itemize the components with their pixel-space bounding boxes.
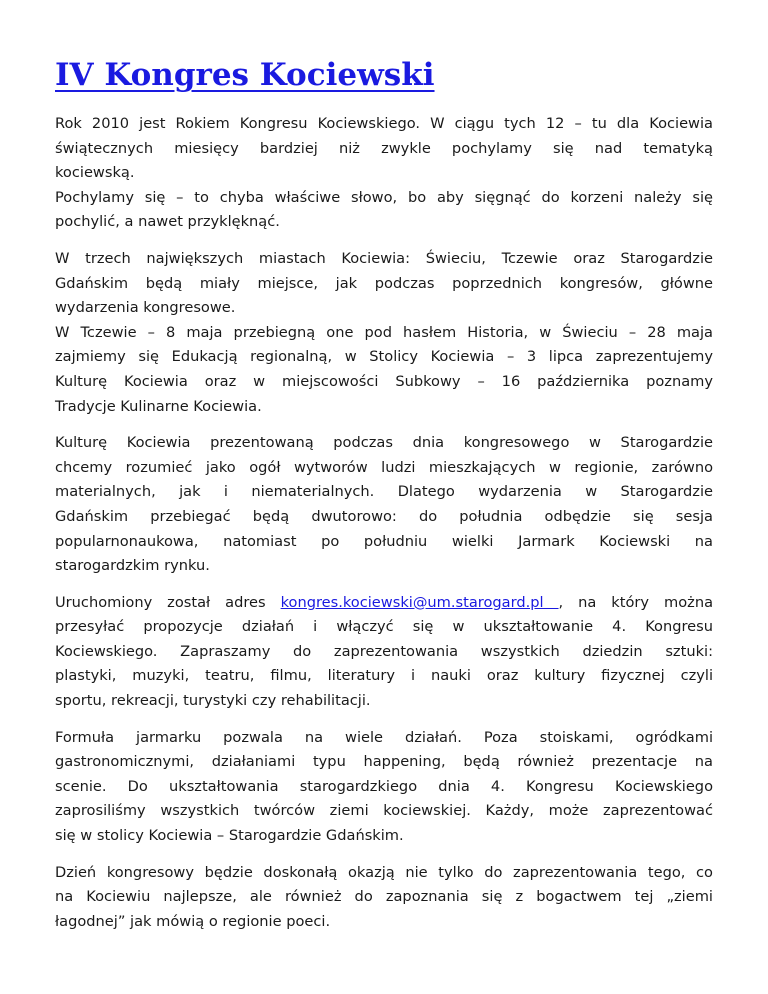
text-line: plastyki, muzyki, teatru, filmu, literatury i nauki oraz kultury fizycznej czyli (55, 667, 713, 685)
text-line: materialnych, jak i niematerialnych. Dlatego wydarzenia w Starogardzie (55, 483, 713, 501)
text-line: zaprosiliśmy wszystkich twórców ziemi kociewskiej. Każdy, może zaprezentować (55, 802, 713, 820)
text-line: pochylić, a nawet przyklęknąć. (55, 213, 280, 231)
article (55, 52, 713, 946)
text-line: popularnonaukowa, natomiast po południu wielki Jarmark Kociewski na (55, 532, 713, 550)
text-line: przesyłać propozycje działań i włączyć się w ukształtowanie 4. Kongresu (55, 618, 713, 636)
text-line: Kociewskiego. Zapraszamy do zaprezentowania wszystkich dziedzin sztuki: (55, 642, 713, 660)
text-line: Gdańskim przebiegać będą dwutorowo: do południa odbędzie się sesja (55, 507, 713, 525)
paragraph-2 (55, 247, 713, 419)
text-line: sportu, rekreacji, turystyki czy rehabilitacji. (55, 692, 371, 710)
paragraph-6 (55, 861, 713, 935)
page-title (55, 52, 713, 98)
text-line: W Tczewie – 8 maja przebiegną one pod hasłem Historia, w Świeciu – 28 maja (55, 323, 713, 341)
text-line: Formuła jarmarku pozwala na wiele działań. Poza stoiskami, ogródkami (55, 728, 713, 746)
text-line: Gdańskim będą miały miejsce, jak podczas poprzednich kongresów, główne (55, 274, 713, 292)
text-line: się w stolicy Kociewia – Starogardzie Gdańskim. (55, 827, 404, 845)
text-line: Dzień kongresowy będzie doskonałą okazją nie tylko do zaprezentowania tego, co (55, 863, 713, 881)
text-line (55, 591, 713, 616)
text-line: łagodnej” jak mówią o regionie poeci. (55, 912, 331, 930)
text-line: Pochylamy się – to chyba właściwe słowo, bo aby sięgnąć do korzeni należy się (55, 188, 713, 206)
text-line: zajmiemy się Edukacją regionalną, w Stolicy Kociewia – 3 lipca zaprezentujemy (55, 348, 713, 366)
text-line: Kulturę Kociewia prezentowaną podczas dnia kongresowego w Starogardzie (55, 434, 713, 452)
text-line: Rok 2010 jest Rokiem Kongresu Kociewskiego. W ciągu tych 12 – tu dla Kociewia (55, 115, 713, 132)
paragraph-4 (55, 591, 713, 714)
text-line: kociewską. (55, 164, 135, 182)
email-link[interactable]: kongres.kociewski@um.starogard.pl (280, 593, 559, 611)
text-line: wydarzenia kongresowe. (55, 299, 236, 317)
title-link[interactable]: IV Kongres Kociewski (55, 57, 435, 93)
paragraph-1 (55, 112, 713, 235)
text-line: scenie. Do ukształtowania starogardzkiego dnia 4. Kongresu Kociewskiego (55, 777, 713, 795)
text-line: na Kociewiu najlepsze, ale również do zapoznania się z bogactwem tej „ziemi (55, 888, 713, 906)
paragraph-5 (55, 726, 713, 849)
text-segment: , na który można (558, 593, 714, 611)
paragraph-3 (55, 431, 713, 579)
text-line: W trzech największych miastach Kociewia: Świeciu, Tczewie oraz Starogardzie (55, 249, 713, 267)
text-line: chcemy rozumieć jako ogół wytworów ludzi mieszkających w regionie, zarówno (55, 458, 713, 476)
text-line: starogardzkim rynku. (55, 557, 210, 575)
text-line: Tradycje Kulinarne Kociewia. (55, 397, 262, 415)
text-line: świątecznych miesięcy bardziej niż zwykle pochylamy się nad tematyką (55, 139, 713, 157)
text-line: gastronomicznymi, działaniami typu happening, będą również prezentacje na (55, 753, 713, 771)
text-segment: Uruchomiony został adres (55, 593, 281, 611)
text-line: Kulturę Kociewia oraz w miejscowości Subkowy – 16 października poznamy (55, 372, 713, 390)
